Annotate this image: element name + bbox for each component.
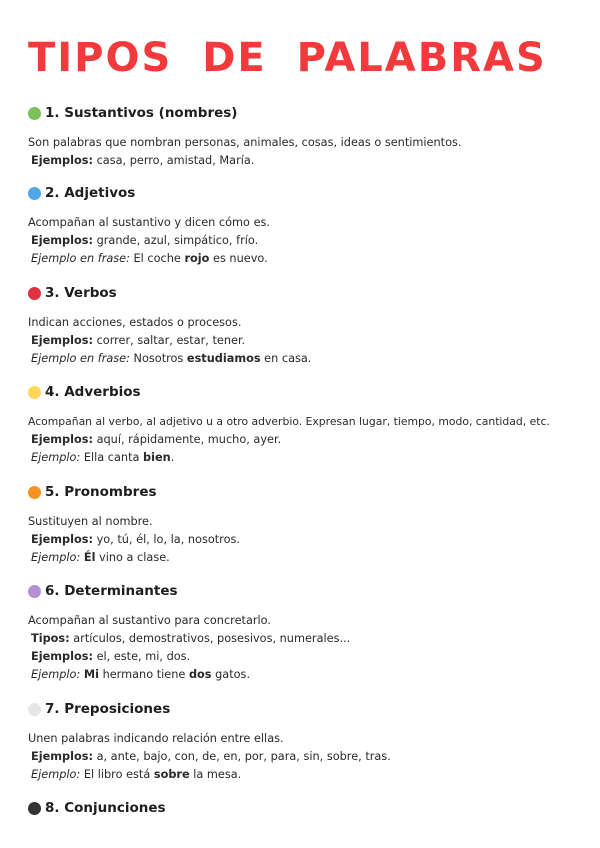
heading-text: 4. Adverbios [45,384,141,400]
sentence-highlight: sobre [153,768,190,781]
heading-text: 5. Pronombres [45,484,157,500]
sentence-text: es nuevo. [209,252,268,265]
orange-dot-icon [28,486,41,499]
tipos-label: Tipos: [31,632,70,645]
examples-text: aquí, rápidamente, mucho, ayer. [92,433,282,446]
section-conjunciones [28,799,588,817]
sentence-highlight: dos [188,668,212,681]
sentence-label: Ejemplo: [31,451,81,464]
sentence-text: El libro está [80,768,154,781]
sentence-text: hermano tiene [98,668,189,681]
examples-label: Ejemplos: [31,750,93,763]
section-body [28,513,588,567]
section-heading [28,799,588,817]
black-dot-icon [28,802,41,815]
heading-text: 2. Adjetivos [45,185,136,201]
examples-label: Ejemplos: [31,433,93,446]
yellow-dot-icon [28,386,41,399]
purple-dot-icon [28,585,41,598]
section-body [28,730,588,784]
page-title: TIPOS DE PALABRAS [28,35,547,81]
gray-dot-icon [28,703,41,716]
sentence-highlight: estudiamos [186,352,261,365]
sentence-text: Ella canta [80,451,144,464]
examples-label: Ejemplos: [31,650,93,663]
red-dot-icon [28,287,41,300]
sentence-highlight: rojo [184,252,210,265]
heading-text: 7. Preposiciones [45,701,171,717]
section-heading [28,383,588,401]
description: Acompañan al sustantivo y dicen cómo es. [28,216,270,229]
section-body [28,134,588,170]
examples-line [28,431,588,449]
heading-text: 3. Verbos [45,285,117,301]
examples-text: a, ante, bajo, con, de, en, por, para, sin, sobre, tras. [92,750,391,763]
green-dot-icon [28,107,41,120]
sentence-text: El coche [129,252,185,265]
examples-line [28,232,588,250]
section-sustantivos [28,104,588,170]
sentence-line [28,350,588,368]
section-heading [28,700,588,718]
section-heading [28,483,588,501]
sentence-line [28,250,588,268]
description: Sustituyen al nombre. [28,515,153,528]
examples-label: Ejemplos: [31,234,93,247]
section-body [28,214,588,268]
section-heading [28,104,588,122]
examples-line [28,152,588,170]
examples-label: Ejemplos: [31,154,93,167]
section-pronombres [28,483,588,567]
sentence-label: Ejemplo en frase: [31,352,130,365]
sentence-line [28,549,588,567]
heading-text: 8. Conjunciones [45,800,166,816]
section-body [28,413,588,467]
sentence-line [28,449,588,467]
blue-dot-icon [28,187,41,200]
examples-text: casa, perro, amistad, María. [92,154,255,167]
sentence-highlight: Mi [83,668,99,681]
section-heading [28,284,588,302]
examples-line [28,648,588,666]
description: Acompañan al verbo, al adjetivo u a otro adverbio. Expresan lugar, tiempo, modo, cantidad, etc. [28,415,550,428]
sentence-label: Ejemplo: [31,551,81,564]
section-heading [28,582,588,600]
description: Acompañan al sustantivo para concretarlo. [28,614,271,627]
examples-text: el, este, mi, dos. [92,650,191,663]
examples-text: grande, azul, simpático, frío. [92,234,259,247]
sentence-line [28,666,588,684]
section-heading [28,184,588,202]
examples-text: correr, saltar, estar, tener. [92,334,246,347]
sentence-text: . [170,451,175,464]
description: Son palabras que nombran personas, animales, cosas, ideas o sentimientos. [28,136,462,149]
sentence-highlight: bien [143,451,171,464]
sentence-highlight: Él [83,551,96,564]
section-determinantes [28,582,588,684]
examples-line [28,332,588,350]
examples-line [28,748,588,766]
sentence-label: Ejemplo: [31,668,81,681]
section-adjetivos [28,184,588,268]
sentence-text: vino a clase. [95,551,170,564]
sentence-text: Nosotros [129,352,187,365]
sentence-text: en casa. [260,352,312,365]
examples-line [28,531,588,549]
section-body [28,612,588,684]
description: Indican acciones, estados o procesos. [28,316,242,329]
heading-text: 6. Determinantes [45,583,178,599]
sentence-label: Ejemplo: [31,768,81,781]
examples-label: Ejemplos: [31,334,93,347]
sentence-text: la mesa. [189,768,242,781]
section-body [28,314,588,368]
section-verbos [28,284,588,368]
examples-label: Ejemplos: [31,533,93,546]
tipos-text: artículos, demostrativos, posesivos, numerales... [69,632,351,645]
section-adverbios [28,383,588,467]
sentence-label: Ejemplo en frase: [31,252,130,265]
heading-text: 1. Sustantivos (nombres) [45,105,238,121]
sentence-line [28,766,588,784]
description: Unen palabras indicando relación entre ellas. [28,732,284,745]
examples-text: yo, tú, él, lo, la, nosotros. [92,533,240,546]
sentence-text: gatos. [211,668,251,681]
section-preposiciones [28,700,588,784]
tipos-line [28,630,588,648]
